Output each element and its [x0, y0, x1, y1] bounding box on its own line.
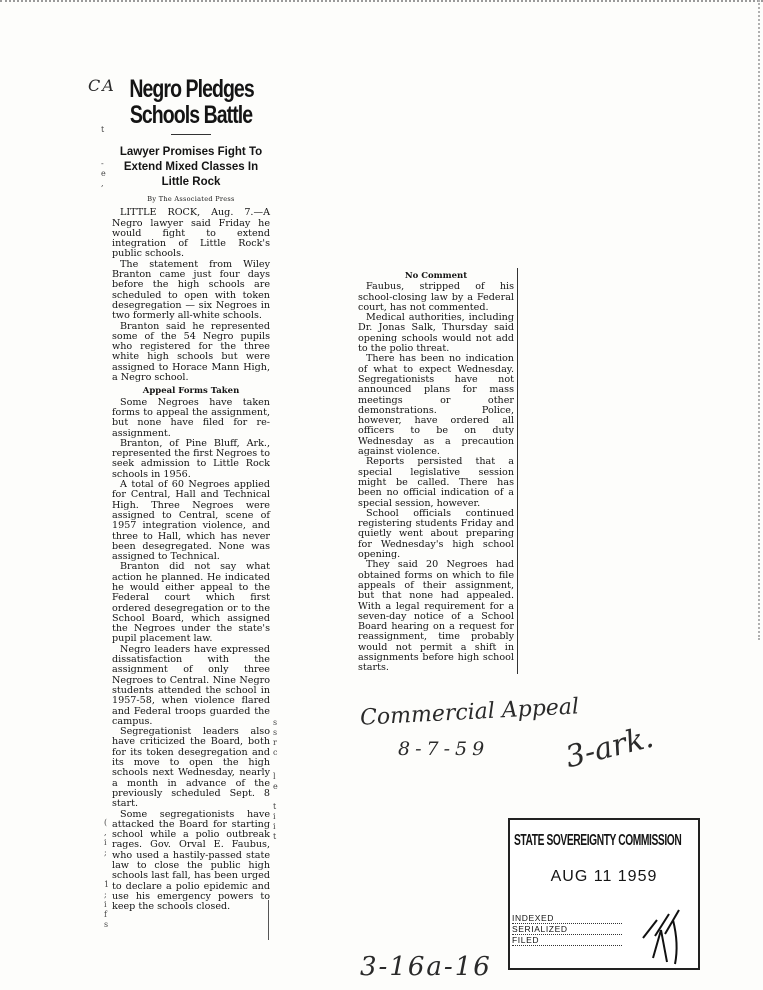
paragraph: Faubus, stripped of his school-closing law by a Federal court, has not commented. — [358, 281, 514, 313]
handwritten-date: 8-7-59 — [398, 738, 490, 760]
paragraph: The statement from Wiley Branton came just four days before the high schools are scheduled to open with token desegregation — six Negroes in two formerly all-white schools. — [112, 258, 270, 322]
stamp-title: STATE SOVEREIGNTY COMMISSION — [513, 832, 682, 849]
subhead-no-comment: No Comment — [404, 271, 468, 281]
paragraph: They said 20 Negroes had obtained forms on which to file appeals of their assignment, but that none had appealed. With a legal requirement for a seven-day notice of a School Board hearing on a request for reassignment, time probably would not permit a shift in assignments before high school starts. — [358, 559, 514, 674]
paragraph: Some Negroes have taken forms to appeal the assignment, but none have filed for re-assignment. — [112, 396, 270, 439]
deck — [112, 145, 270, 190]
paragraph: Negro leaders have expressed dissatisfaction with the assignment of only three Negroes to Central. Nine Negro students attended the school in 1957-58, when violence flared and Federal troops guarded the campus. — [112, 643, 270, 727]
paragraph: Medical authorities, including Dr. Jonas Salk, Thursday said opening schools would not add to the polio threat. — [358, 312, 514, 355]
stamp-checklist — [512, 913, 622, 946]
paragraph: There has been no indication of what to expect Wednesday. Segregationists have not announced plans for mass meetings or other demonstrations. Police, however, have ordered all officers to be on duty Wednesday as a precaution against violence. — [358, 353, 514, 458]
paragraph: Some segregationists have attacked the Board for starting school while a polio outbreak rages. Gov. Orval E. Faubus, who used a hastily-passed state law to close the public high schools last fall, has been urged to declare a polio epidemic and use his emergency powers to keep the schools closed. — [112, 808, 270, 913]
paragraph: Reports persisted that a special legislative session might be called. There has been no official indication of a special session, however. — [358, 456, 514, 509]
paragraph: School officials continued registering students Friday and quietly went about preparing for Wednesday's high school opening. — [358, 507, 514, 561]
headline — [129, 76, 252, 128]
wire-credit: By The Associated Press — [147, 195, 235, 203]
handwritten-source: Commercial Appeal — [359, 694, 580, 731]
handwritten-file-number: 3-16a-16 — [360, 952, 492, 982]
left-edge-fragments: t - e , — [101, 125, 106, 188]
initials-mark — [635, 908, 695, 966]
stamp-filed: FILED — [512, 935, 622, 946]
handwritten-note: 3-ark. — [562, 719, 658, 776]
stamp-serialized: SERIALIZED — [512, 924, 622, 935]
deck-line-2: Extend Mixed Classes In — [123, 161, 259, 173]
headline-line-2: Schools Battle — [129, 101, 253, 129]
paragraph: Branton said he represented some of the 54 Negro pupils who registered for the three white high schools but were assigned to Horace Mann High, a Negro school. — [112, 320, 270, 384]
handwritten-ca: CA — [88, 76, 116, 95]
article-column-left — [112, 68, 270, 912]
article-column-right — [358, 268, 518, 674]
paragraph: A total of 60 Negroes applied for Central, Hall and Technical High. Three Negroes were assigned to Central, scene of 1957 integration violence, and three to Hall, which has never been desegregated. None was assigned to Technical. — [112, 479, 270, 563]
headline-line-1: Negro Pledges — [129, 75, 254, 103]
top-perforation — [0, 0, 763, 6]
paragraph: LITTLE ROCK, Aug. 7.—A Negro lawyer said Friday he would fight to extend integration of Little Rock's public schools. — [112, 207, 270, 260]
right-perforation — [756, 0, 760, 640]
column-edge-fragments: s s r c l e t i i t — [273, 718, 278, 841]
commission-stamp — [508, 818, 700, 970]
stamp-date: AUG 11 1959 — [550, 868, 658, 885]
column-border — [268, 900, 269, 940]
paragraph: Branton did not say what action he planned. He indicated he would either appeal to the Federal court which first ordered desegregation or to the School Board, which assigned the Negroes under the state's pupil placement law. — [112, 561, 270, 645]
stamp-indexed: INDEXED — [512, 913, 622, 924]
paragraph: Branton, of Pine Bluff, Ark., represented the first Negroes to seek admission to Little Rock schools in 1956. — [112, 437, 270, 480]
headline-rule — [171, 134, 211, 135]
deck-line-3: Little Rock — [161, 176, 221, 188]
paragraph: Segregationist leaders also have criticized the Board, both for its token desegregation and its move to open the high schools next Wednesday, nearly a month in advance of the previously scheduled Sept. 8 start. — [112, 726, 270, 810]
deck-line-1: Lawyer Promises Fight To — [119, 146, 263, 158]
gutter-fragments: ( , i ; 1 ; i f s — [104, 818, 110, 929]
subhead-appeal-forms: Appeal Forms Taken — [142, 386, 240, 397]
